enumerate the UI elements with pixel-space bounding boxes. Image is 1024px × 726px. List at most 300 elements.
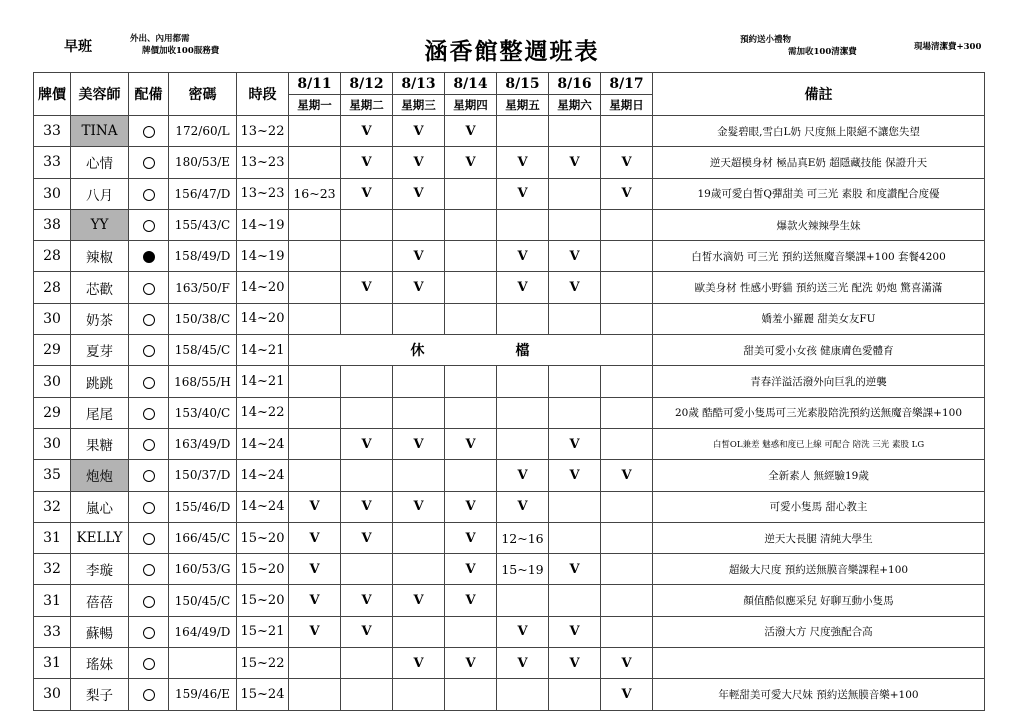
circle-icon [143,189,155,201]
price-cell: 30 [34,428,71,459]
name-cell: 尾尾 [71,397,129,428]
table-row [34,366,985,397]
day-cell: V [341,616,393,647]
time-cell: 14~19 [237,209,289,240]
remark-cell: 白皙OL兼差 魅惑和度已上線 可配合 陪洗 三光 素股 LG [653,428,985,459]
equip-cell [129,397,169,428]
day-cell [393,209,445,240]
header-row-dates [34,73,985,95]
day-cell: V [601,679,653,710]
time-cell: 15~20 [237,585,289,616]
day-cell: V [341,147,393,178]
table-row [34,178,985,209]
circle-icon [143,408,155,420]
price-cell: 38 [34,209,71,240]
remark-cell: 活潑大方 尺度強配合高 [653,616,985,647]
day-cell [549,303,601,334]
circle-icon [143,470,155,482]
day-cell [445,178,497,209]
day-cell: V [549,147,601,178]
equip-cell [129,554,169,585]
price-cell: 32 [34,554,71,585]
day-cell [393,679,445,710]
measure-cell: 168/55/H [169,366,237,397]
day-cell [497,303,549,334]
table-row [34,397,985,428]
day-cell: V [549,554,601,585]
name-cell: 夏芽 [71,335,129,366]
equip-cell [129,585,169,616]
col-date: 8/12 [341,73,393,95]
remark-cell: 嬌羞小羅麗 甜美女友FU [653,303,985,334]
rest-cell [289,335,653,366]
day-cell: V [549,272,601,303]
day-cell: V [341,428,393,459]
time-cell: 14~22 [237,397,289,428]
circle-icon [143,533,155,545]
day-cell: V [289,616,341,647]
name-cell: 芯歡 [71,272,129,303]
day-cell: V [497,491,549,522]
shift-label: 早班 [64,39,92,55]
remark-cell: 可愛小隻馬 甜心教主 [653,491,985,522]
col-weekday: 星期二 [341,95,393,116]
equip-cell [129,303,169,334]
col-date: 8/11 [289,73,341,95]
rest-char: 檔 [515,343,531,360]
day-cell [445,303,497,334]
equip-cell [129,491,169,522]
time-cell: 15~22 [237,648,289,679]
equip-cell [129,209,169,240]
time-cell: 14~24 [237,428,289,459]
col-date: 8/13 [393,73,445,95]
table-row [34,554,985,585]
circle-icon [143,439,155,451]
measure-cell: 160/53/G [169,554,237,585]
table-row [34,522,985,553]
time-cell: 14~24 [237,460,289,491]
day-cell [497,366,549,397]
name-cell: 跳跳 [71,366,129,397]
day-cell [497,116,549,147]
price-cell: 32 [34,491,71,522]
equip-cell [129,116,169,147]
equip-cell [129,272,169,303]
day-cell: V [341,272,393,303]
day-cell [341,460,393,491]
name-cell: 蓓蓓 [71,585,129,616]
remark-cell: 顏值酷似應采兒 好聊互動小隻馬 [653,585,985,616]
time-cell: 14~24 [237,491,289,522]
day-cell [549,209,601,240]
price-cell: 33 [34,116,71,147]
price-cell: 30 [34,679,71,710]
time-cell: 13~23 [237,178,289,209]
day-cell [601,491,653,522]
remark-cell: 白皙水滴奶 可三光 預約送無魔音樂課+100 套餐4200 [653,241,985,272]
day-cell: V [393,116,445,147]
table-row [34,147,985,178]
table-row [34,209,985,240]
measure-cell: 159/46/E [169,679,237,710]
day-cell [289,397,341,428]
equip-cell [129,648,169,679]
day-cell: V [289,491,341,522]
day-cell [289,241,341,272]
day-cell [289,428,341,459]
name-cell: 瑤妹 [71,648,129,679]
name-cell: 嵐心 [71,491,129,522]
name-cell: 八月 [71,178,129,209]
day-cell: V [445,554,497,585]
measure-cell: 150/45/C [169,585,237,616]
price-cell: 29 [34,397,71,428]
remark-cell: 逆天大長腿 清純大學生 [653,522,985,553]
measure-cell: 172/60/L [169,116,237,147]
day-cell [601,397,653,428]
circle-icon [143,627,155,639]
cleaning-fee-note: 現場清潔費+300 [914,42,982,52]
day-cell [393,303,445,334]
day-cell [393,460,445,491]
day-cell [289,116,341,147]
day-cell [601,554,653,585]
remark-cell: 20歲 酷酷可愛小隻馬可三光素股陪洗預約送無魔音樂課+100 [653,397,985,428]
day-cell: V [497,648,549,679]
day-cell: V [289,554,341,585]
day-cell [445,241,497,272]
day-cell: V [393,585,445,616]
reservation-note-line1: 預約送小禮物 [740,35,792,45]
day-cell: V [445,585,497,616]
price-cell: 35 [34,460,71,491]
circle-icon [143,689,155,701]
day-cell [341,366,393,397]
circle-icon [143,157,155,169]
remark-cell: 逆天超模身材 極品真E奶 超隱藏技能 保證升天 [653,147,985,178]
circle-icon [143,502,155,514]
day-cell [601,241,653,272]
table-row [34,335,985,366]
day-cell: V [601,460,653,491]
remark-cell: 甜美可愛小女孩 健康膚色愛體育 [653,335,985,366]
day-cell [289,303,341,334]
name-cell: 梨子 [71,679,129,710]
measure-cell: 166/45/C [169,522,237,553]
col-weekday: 星期四 [445,95,497,116]
day-cell: V [393,491,445,522]
time-cell: 15~24 [237,679,289,710]
day-cell: V [497,147,549,178]
day-cell [601,428,653,459]
day-cell [341,397,393,428]
equip-cell [129,335,169,366]
day-cell [393,366,445,397]
day-cell [341,554,393,585]
day-cell [549,679,601,710]
col-weekday: 星期六 [549,95,601,116]
remark-cell: 年輕甜美可愛大尺妹 預約送無膜音樂+100 [653,679,985,710]
measure-cell: 180/53/E [169,147,237,178]
name-cell: 辣椒 [71,241,129,272]
day-cell [601,303,653,334]
measure-cell: 150/38/C [169,303,237,334]
name-cell: 奶茶 [71,303,129,334]
col-measure: 密碼 [169,73,237,116]
day-cell [549,366,601,397]
day-cell [601,522,653,553]
day-cell: V [341,522,393,553]
day-cell [341,209,393,240]
circle-icon [143,283,155,295]
day-cell [601,209,653,240]
day-cell [445,366,497,397]
day-cell [445,272,497,303]
day-cell [601,616,653,647]
circle-icon [143,564,155,576]
time-cell: 13~22 [237,116,289,147]
equip-cell [129,679,169,710]
remark-cell: 19歲可愛白皙Q彈甜美 可三光 素股 和度讚配合度優 [653,178,985,209]
day-cell [445,679,497,710]
day-cell: V [445,116,497,147]
service-fee-note-line1: 外出、內用都需 [130,34,190,44]
name-cell: TINA [71,116,129,147]
col-price: 牌價 [34,73,71,116]
day-cell: V [601,178,653,209]
circle-icon [143,220,155,232]
table-row [34,616,985,647]
time-cell: 14~21 [237,366,289,397]
day-cell: V [393,241,445,272]
remark-cell: 全新素人 無經驗19歲 [653,460,985,491]
table-row [34,116,985,147]
circle-icon [143,596,155,608]
reservation-note-line2: 需加收100清潔費 [788,47,857,57]
day-cell [289,648,341,679]
measure-cell: 153/40/C [169,397,237,428]
col-remarks: 備註 [653,73,985,116]
time-cell: 14~20 [237,303,289,334]
circle-icon [143,377,155,389]
name-cell: YY [71,209,129,240]
table-row [34,491,985,522]
equip-cell [129,147,169,178]
day-cell [341,679,393,710]
table-row [34,272,985,303]
col-weekday: 星期一 [289,95,341,116]
day-cell: 16~23 [289,178,341,209]
day-cell [289,209,341,240]
col-weekday: 星期日 [601,95,653,116]
day-cell: V [341,491,393,522]
day-cell [289,460,341,491]
day-cell: V [549,460,601,491]
page-header [0,0,1024,78]
col-date: 8/17 [601,73,653,95]
reservation-note [740,34,857,58]
remark-cell [653,648,985,679]
remark-cell: 爆款火辣辣學生妹 [653,209,985,240]
price-cell: 28 [34,241,71,272]
day-cell [445,397,497,428]
day-cell [549,116,601,147]
price-cell: 29 [34,335,71,366]
day-cell [289,679,341,710]
day-cell: V [497,460,549,491]
day-cell: V [497,241,549,272]
schedule-rows [34,116,985,711]
day-cell [341,303,393,334]
day-cell [549,522,601,553]
table-row [34,303,985,334]
price-cell: 30 [34,178,71,209]
col-equip: 配備 [129,73,169,116]
day-cell [445,209,497,240]
day-cell: V [445,147,497,178]
day-cell [393,616,445,647]
day-cell [393,397,445,428]
filled-circle-icon [143,251,155,263]
name-cell: 蘇暢 [71,616,129,647]
equip-cell [129,366,169,397]
time-cell: 15~20 [237,554,289,585]
day-cell [341,648,393,679]
equip-cell [129,178,169,209]
day-cell [549,397,601,428]
name-cell: KELLY [71,522,129,553]
measure-cell: 156/47/D [169,178,237,209]
day-cell: V [289,522,341,553]
price-cell: 30 [34,366,71,397]
day-cell: V [393,272,445,303]
price-cell: 31 [34,522,71,553]
rest-char: 休 [410,343,426,360]
day-cell: V [445,428,497,459]
measure-cell: 163/49/D [169,428,237,459]
day-cell [393,554,445,585]
day-cell: V [445,491,497,522]
equip-cell [129,522,169,553]
day-cell: V [549,616,601,647]
remark-cell: 青春洋溢活潑外向巨乳的逆襲 [653,366,985,397]
day-cell [549,585,601,616]
day-cell [289,272,341,303]
measure-cell: 164/49/D [169,616,237,647]
service-fee-note-line2: 牌價加收100服務費 [142,46,220,56]
name-cell: 炮炮 [71,460,129,491]
remark-cell: 金髮碧眼,雪白L奶 尺度無上限絕不讓您失望 [653,116,985,147]
measure-cell: 158/45/C [169,335,237,366]
circle-icon [143,658,155,670]
table-row [34,679,985,710]
price-cell: 33 [34,147,71,178]
day-cell [445,460,497,491]
remark-cell: 歐美身材 性感小野貓 預約送三光 配洗 奶炮 驚喜滿滿 [653,272,985,303]
day-cell: V [497,616,549,647]
price-cell: 31 [34,648,71,679]
col-date: 8/14 [445,73,497,95]
day-cell: V [549,428,601,459]
table-row [34,460,985,491]
day-cell: 12~16 [497,522,549,553]
day-cell: V [601,648,653,679]
time-cell: 14~19 [237,241,289,272]
day-cell [497,209,549,240]
time-cell: 14~21 [237,335,289,366]
equip-cell [129,460,169,491]
day-cell [549,178,601,209]
table-row [34,428,985,459]
measure-cell: 155/46/D [169,491,237,522]
measure-cell: 163/50/F [169,272,237,303]
remark-cell: 超級大尺度 預約送無膜音樂課程+100 [653,554,985,585]
day-cell [601,585,653,616]
schedule-table [33,72,985,711]
equip-cell [129,428,169,459]
day-cell [289,147,341,178]
day-cell [497,585,549,616]
equip-cell [129,616,169,647]
day-cell: V [341,116,393,147]
time-cell: 15~21 [237,616,289,647]
day-cell: V [497,272,549,303]
day-cell: V [445,522,497,553]
name-cell: 李璇 [71,554,129,585]
col-date: 8/16 [549,73,601,95]
day-cell: V [393,428,445,459]
table-row [34,585,985,616]
day-cell: V [445,648,497,679]
col-weekday: 星期三 [393,95,445,116]
price-cell: 31 [34,585,71,616]
day-cell: V [393,648,445,679]
circle-icon [143,314,155,326]
day-cell: V [289,585,341,616]
time-cell: 13~23 [237,147,289,178]
day-cell: V [549,648,601,679]
day-cell [601,116,653,147]
equip-cell [129,241,169,272]
measure-cell [169,648,237,679]
day-cell [497,679,549,710]
day-cell: V [341,178,393,209]
circle-icon [143,345,155,357]
col-weekday: 星期五 [497,95,549,116]
name-cell: 心情 [71,147,129,178]
day-cell [549,491,601,522]
day-cell [393,522,445,553]
measure-cell: 150/37/D [169,460,237,491]
price-cell: 33 [34,616,71,647]
day-cell [289,366,341,397]
day-cell: V [393,178,445,209]
day-cell [341,241,393,272]
day-cell: V [601,147,653,178]
day-cell: V [341,585,393,616]
circle-icon [143,126,155,138]
time-cell: 14~20 [237,272,289,303]
col-name: 美容師 [71,73,129,116]
price-cell: 30 [34,303,71,334]
day-cell: V [393,147,445,178]
name-cell: 果糖 [71,428,129,459]
table-row [34,648,985,679]
day-cell [497,428,549,459]
day-cell: V [549,241,601,272]
page-title: 涵香館整週班表 [424,38,600,65]
